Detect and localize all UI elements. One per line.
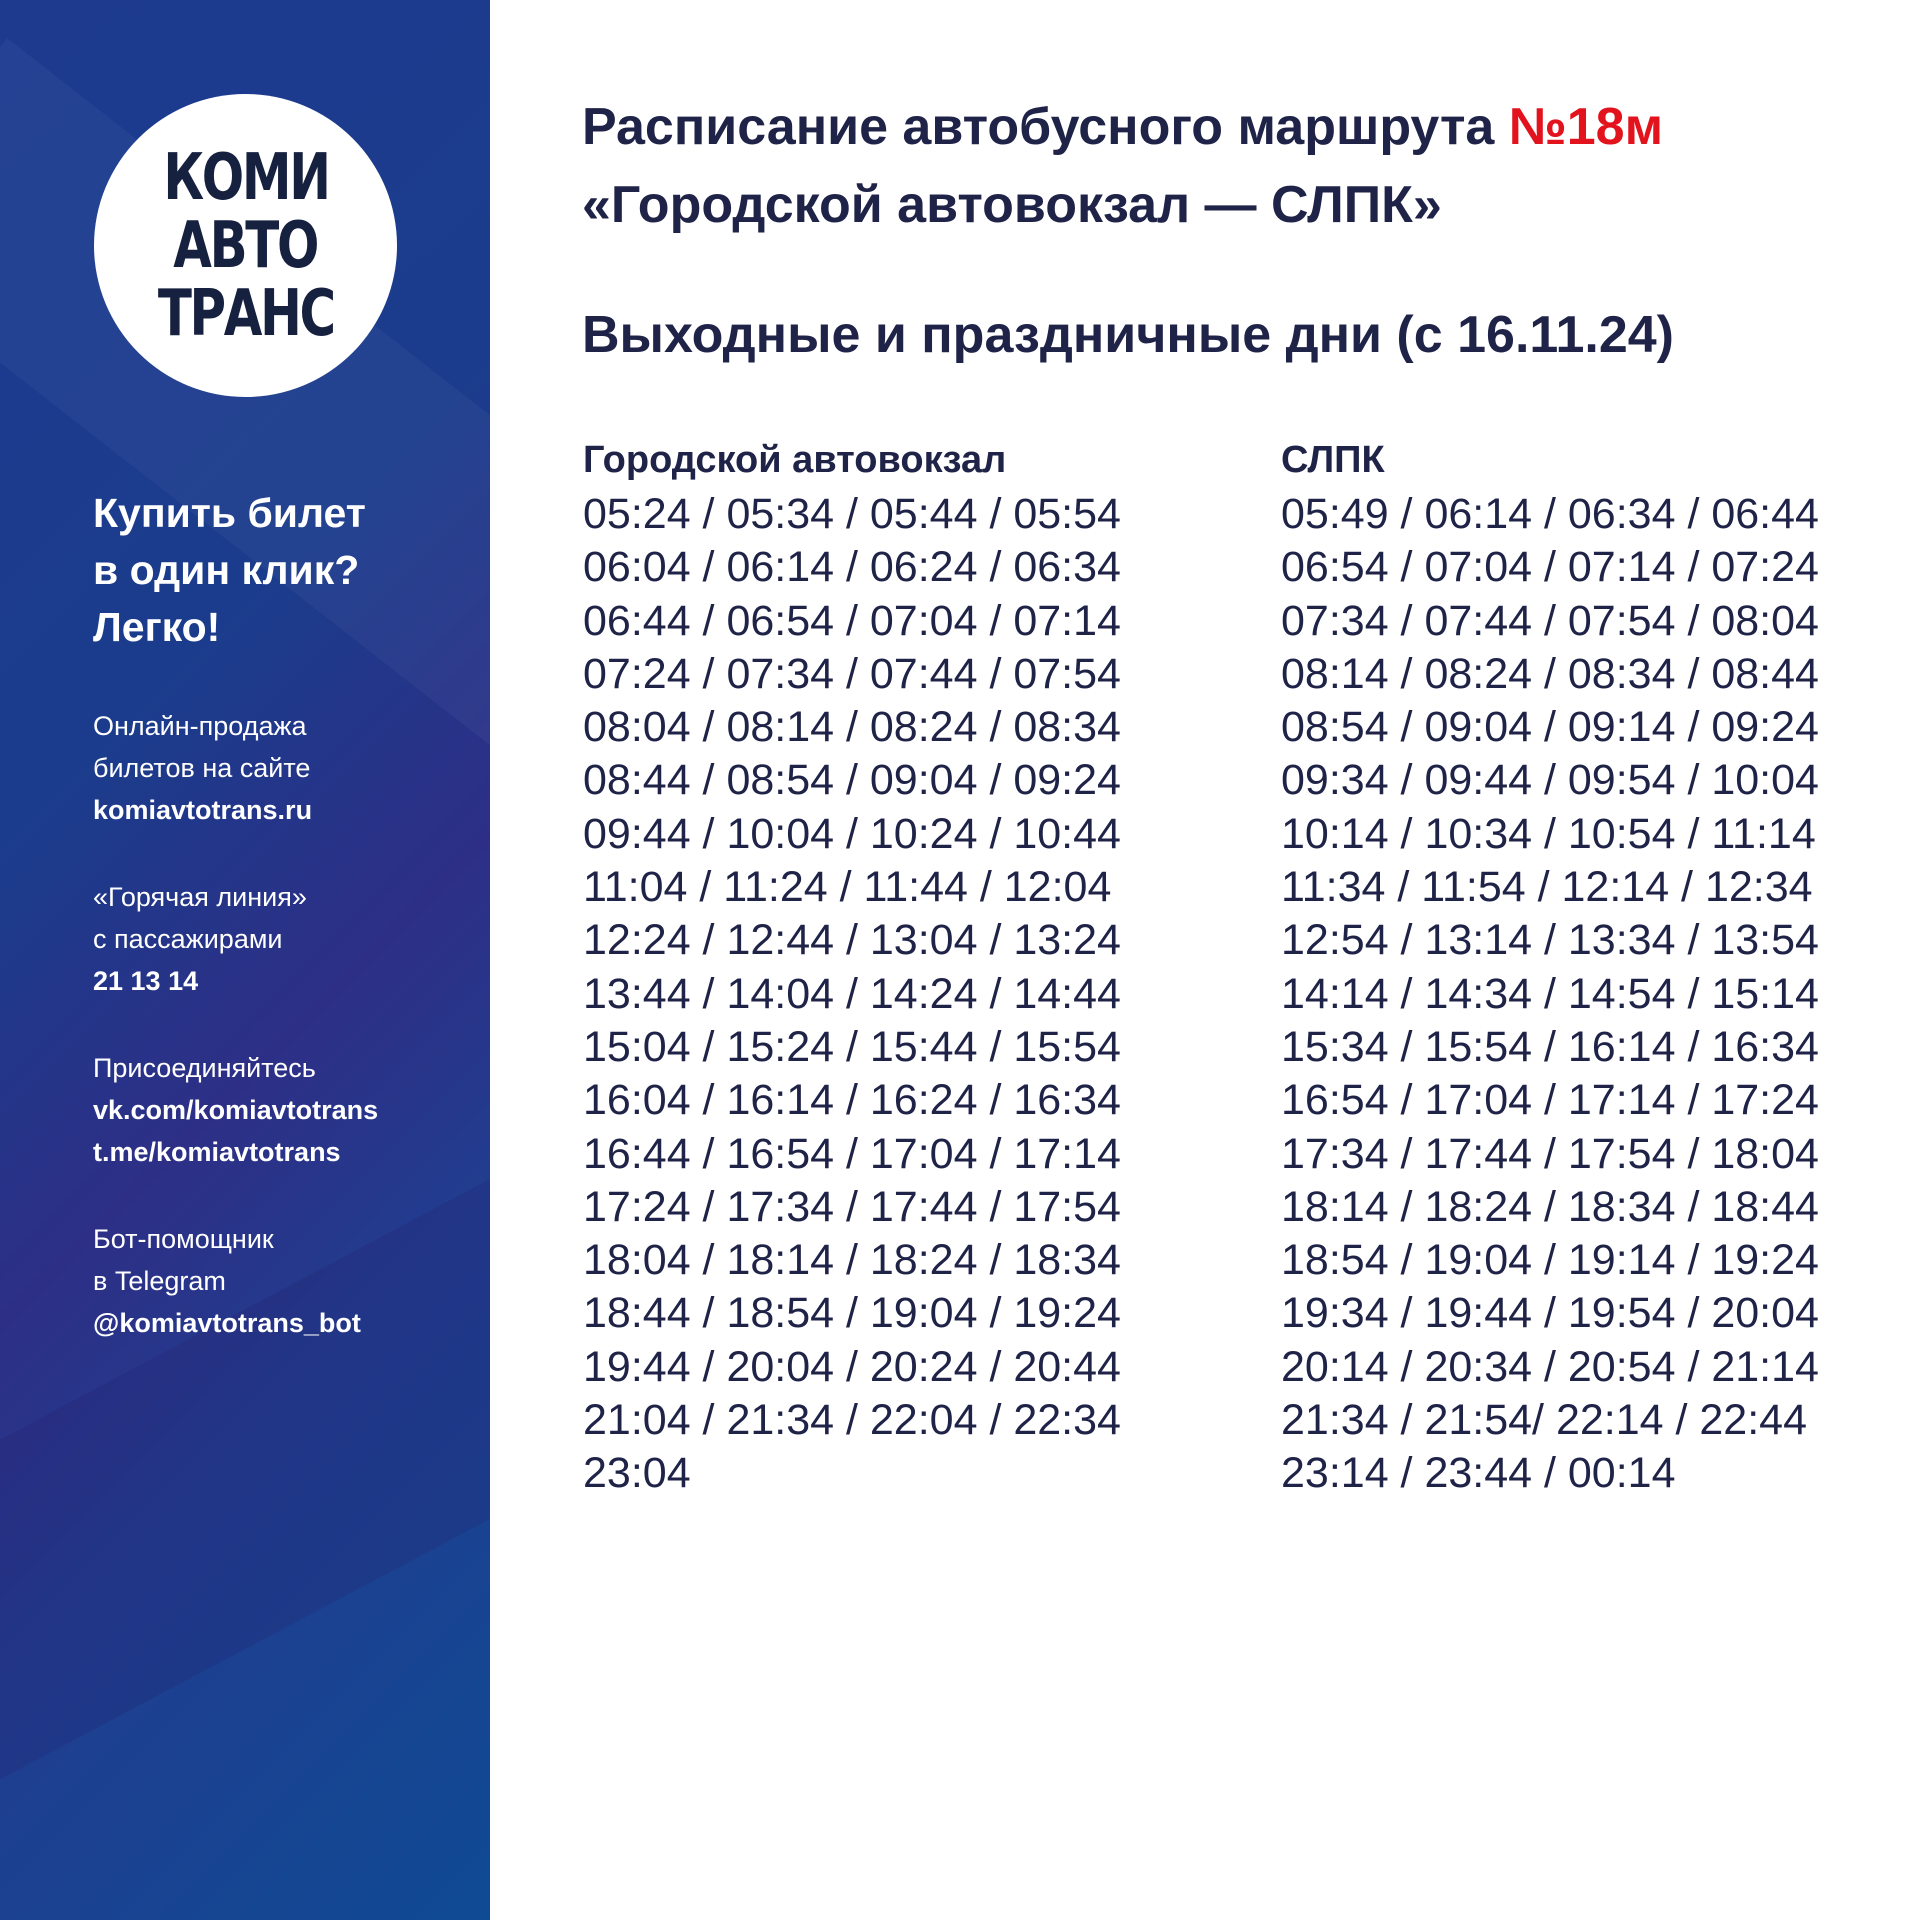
schedule-row: 08:54 / 09:04 / 09:14 / 09:24 [1281,703,1819,752]
schedule-row: 06:54 / 07:04 / 07:14 / 07:24 [1281,543,1819,592]
hotline-block [93,876,307,1002]
hotline-text: с пассажирами [93,924,283,954]
title-text: Расписание автобусного маршрута [582,98,1495,156]
schedule-row: 08:14 / 08:24 / 08:34 / 08:44 [1281,649,1819,698]
schedule-row: 16:04 / 16:14 / 16:24 / 16:34 [583,1076,1121,1125]
schedule-rows [1281,488,1819,1501]
schedule-row: 12:24 / 12:44 / 13:04 / 13:24 [583,916,1121,965]
schedule-row: 11:34 / 11:54 / 12:14 / 12:34 [1281,863,1813,912]
promo-line: Купить билет [93,490,366,536]
bot-text: в Telegram [93,1266,226,1296]
promo-line: в один клик? [93,547,360,593]
schedule-row: 19:44 / 20:04 / 20:24 / 20:44 [583,1342,1121,1391]
schedule-row: 05:49 / 06:14 / 06:34 / 06:44 [1281,490,1819,538]
social-text: Присоединяйтесь [93,1053,316,1083]
schedule-row: 16:54 / 17:04 / 17:14 / 17:24 [1281,1076,1819,1125]
schedule-row: 06:44 / 06:54 / 07:04 / 07:14 [583,596,1121,645]
page-title [582,88,1663,244]
schedule-row: 07:34 / 07:44 / 07:54 / 08:04 [1281,596,1819,645]
schedule-row: 17:34 / 17:44 / 17:54 / 18:04 [1281,1129,1819,1178]
online-sales-text: Онлайн-продажа [93,711,307,741]
schedule-rows [583,488,1121,1501]
schedule-row: 21:04 / 21:34 / 22:04 / 22:34 [583,1396,1121,1445]
promo-line: Легко! [93,604,221,650]
schedule-row: 20:14 / 20:34 / 20:54 / 21:14 [1281,1342,1819,1391]
schedule-row: 18:14 / 18:24 / 18:34 / 18:44 [1281,1182,1819,1231]
schedule-row: 09:44 / 10:04 / 10:24 / 10:44 [583,809,1121,858]
schedule-column-header: Городской автовокзал [583,439,1007,481]
schedule-row: 08:44 / 08:54 / 09:04 / 09:24 [583,756,1121,805]
schedule-column-left [583,432,1121,1501]
schedule-row: 23:04 [583,1449,691,1498]
schedule-row: 17:24 / 17:34 / 17:44 / 17:54 [583,1182,1121,1231]
schedule-row: 15:04 / 15:24 / 15:44 / 15:54 [583,1022,1121,1071]
bot-block [93,1218,361,1344]
website-link[interactable]: komiavtotrans.ru [93,795,313,825]
online-sales-text: билетов на сайте [93,753,311,783]
schedule-column-right [1281,432,1819,1501]
promo-heading [93,485,366,656]
title-line-1 [582,88,1663,166]
sidebar [0,0,490,1920]
schedule-row: 14:14 / 14:34 / 14:54 / 15:14 [1281,969,1819,1018]
schedule-row: 23:14 / 23:44 / 00:14 [1281,1449,1676,1498]
online-sales-block [93,705,312,831]
schedule-row: 11:04 / 11:24 / 11:44 / 12:04 [583,863,1112,912]
schedule-row: 19:34 / 19:44 / 19:54 / 20:04 [1281,1289,1819,1338]
schedule-row: 12:54 / 13:14 / 13:34 / 13:54 [1281,916,1819,965]
schedule-row: 18:54 / 19:04 / 19:14 / 19:24 [1281,1236,1819,1285]
page-subtitle: Выходные и праздничные дни (с 16.11.24) [582,306,1674,364]
telegram-link[interactable]: t.me/komiavtotrans [93,1137,341,1167]
schedule-row: 15:34 / 15:54 / 16:14 / 16:34 [1281,1022,1819,1071]
social-block [93,1047,378,1173]
schedule-row: 06:04 / 06:14 / 06:24 / 06:34 [583,543,1121,592]
komiavtotrans-logo [94,94,397,397]
hotline-phone[interactable]: 21 13 14 [93,966,199,996]
schedule-row: 10:14 / 10:34 / 10:54 / 11:14 [1281,809,1816,858]
logo-line: КОМИ [162,140,329,215]
hotline-text: «Горячая линия» [93,882,307,912]
schedule-row: 16:44 / 16:54 / 17:04 / 17:14 [583,1129,1121,1178]
schedule-row: 09:34 / 09:44 / 09:54 / 10:04 [1281,756,1819,805]
vk-link[interactable]: vk.com/komiavtotrans [93,1095,379,1125]
bot-text: Бот-помощник [93,1224,274,1254]
schedule-row: 08:04 / 08:14 / 08:24 / 08:34 [583,703,1121,752]
schedule-row: 18:04 / 18:14 / 18:24 / 18:34 [583,1236,1121,1285]
schedule-row: 07:24 / 07:34 / 07:44 / 07:54 [583,649,1121,698]
title-line-2: «Городской автовокзал — СЛПК» [582,176,1442,234]
schedule-row: 21:34 / 21:54/ 22:14 / 22:44 [1281,1396,1807,1445]
schedule-row: 18:44 / 18:54 / 19:04 / 19:24 [583,1289,1121,1338]
route-number: №18м [1508,98,1664,156]
logo-line: ТРАНС [157,276,334,351]
schedule-column-header: СЛПК [1281,439,1385,481]
telegram-bot-link[interactable]: @komiavtotrans_bot [93,1308,361,1338]
schedule-row: 05:24 / 05:34 / 05:44 / 05:54 [583,490,1121,538]
schedule-row: 13:44 / 14:04 / 14:24 / 14:44 [583,969,1121,1018]
logo-line: АВТО [173,208,318,283]
